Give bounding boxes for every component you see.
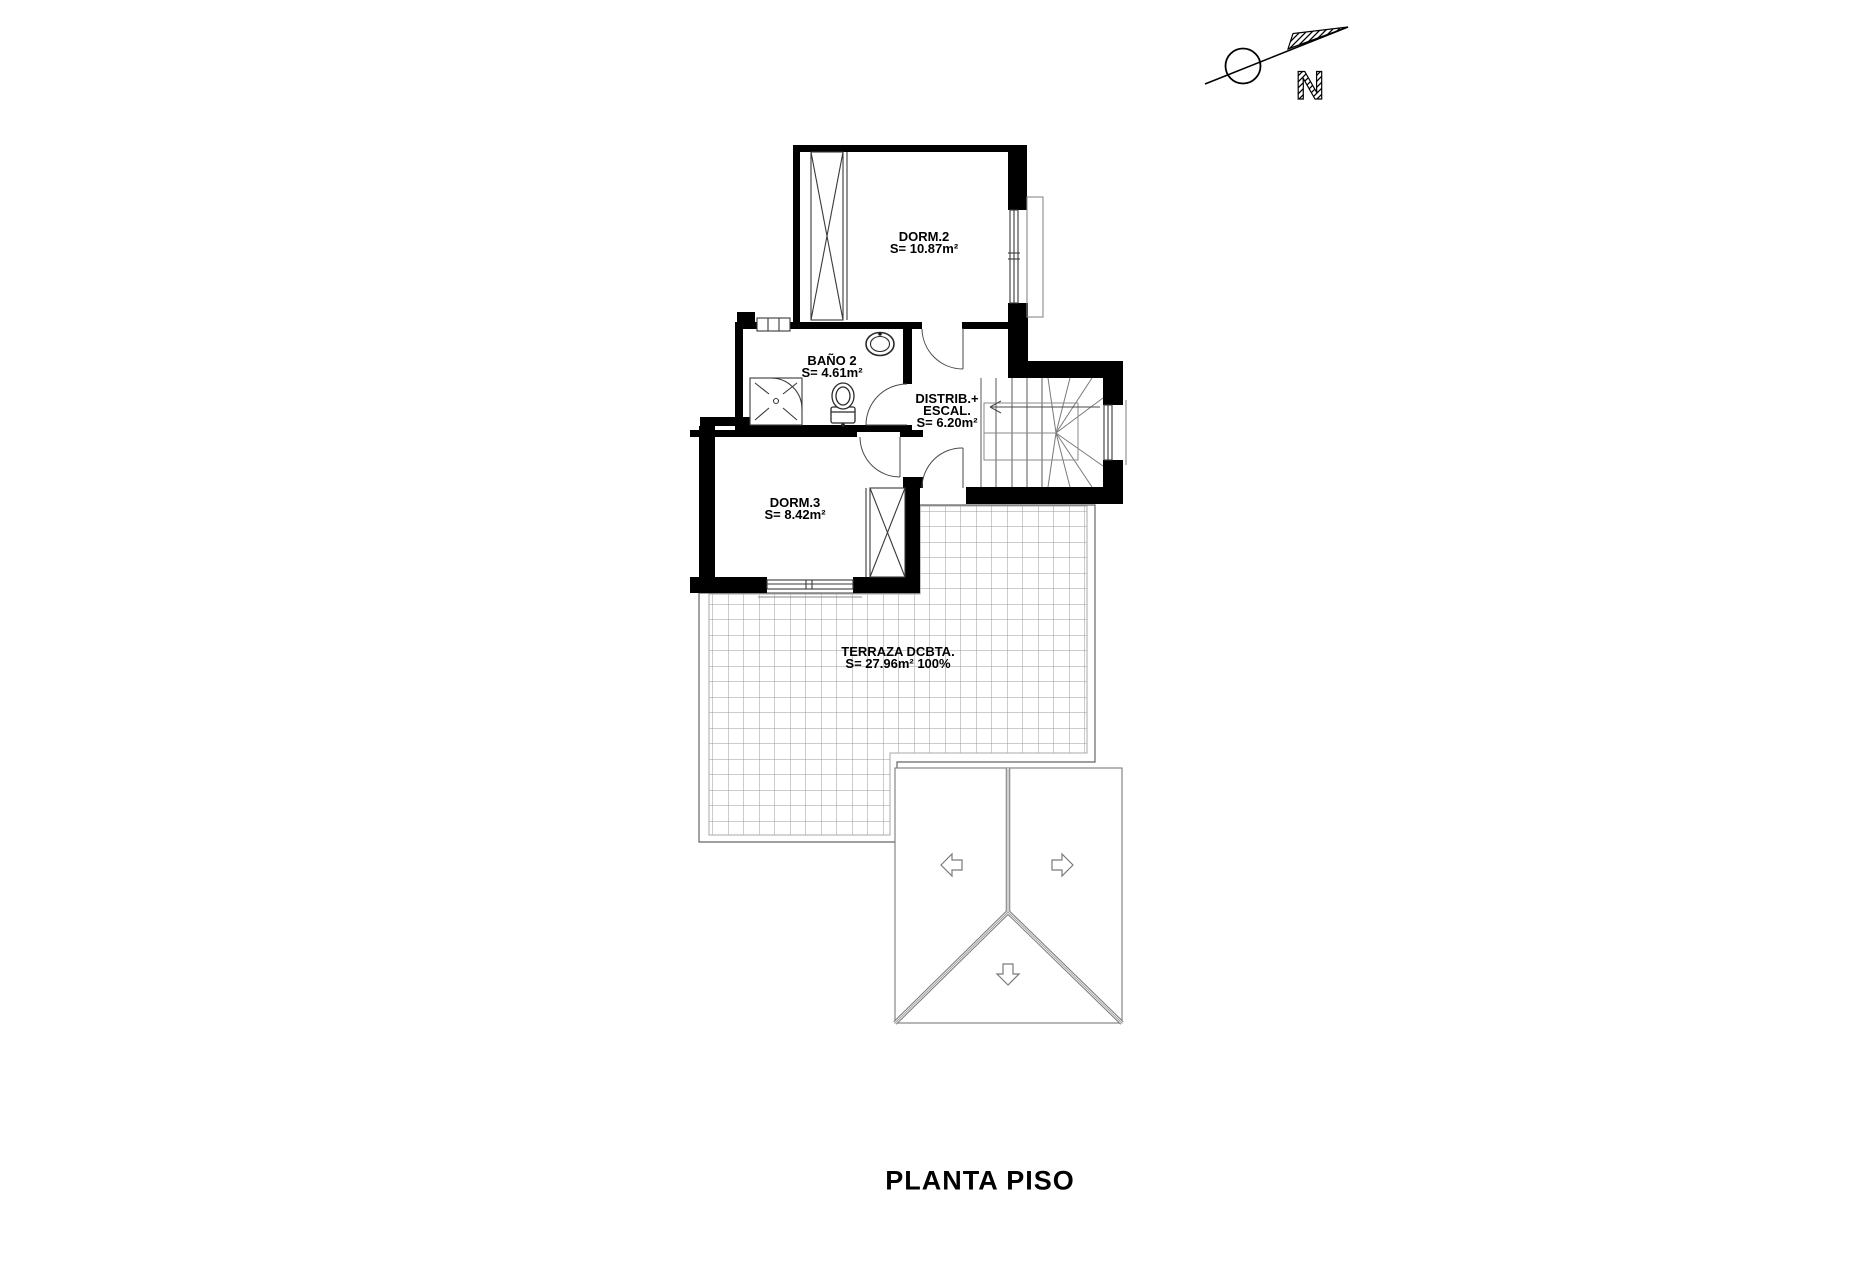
terraza-area: S= 27.96m² 100% [845,656,951,671]
page-title: PLANTA PISO [885,1165,1075,1196]
terraza-label [841,646,954,670]
stairs [981,378,1103,487]
dorm3-name: DORM.3 [769,495,821,510]
terraza-name: TERRAZA DCBTA. [841,644,955,659]
roof [895,768,1122,1023]
dorm2-area: S= 10.87m² [889,241,959,256]
toilet-icon [831,383,855,426]
bano2-door-arc [866,384,907,425]
stair-window [1104,400,1126,465]
distrib-area: S= 6.20m² [916,415,978,430]
dorm2-door-arc [922,328,963,369]
terrace-door-arc [922,448,963,488]
distrib-label [915,393,978,429]
distrib-name-line2: ESCAL. [923,403,971,418]
dorm2-window [1008,197,1043,317]
compass-north-label: N [1295,64,1325,108]
bano2-window [757,318,790,331]
north-compass-icon [1205,27,1348,108]
shower-icon [750,378,802,425]
stair-winder-lines [1048,378,1103,487]
bano2-label [801,355,862,379]
bano2-name: BAÑO 2 [807,353,857,368]
dorm2-label [890,231,958,255]
dorm3-label [764,497,825,521]
dorm2-wardrobe-icon [811,152,847,320]
dorm3-area: S= 8.42m² [764,507,826,522]
dorm3-door-arc [860,437,900,477]
bano2-area: S= 4.61m² [801,365,863,380]
dorm2-name: DORM.2 [898,229,950,244]
sink-icon [866,333,894,356]
distrib-name-line1: DISTRIB.+ [915,391,979,406]
dorm3-wardrobe-icon [866,488,905,577]
